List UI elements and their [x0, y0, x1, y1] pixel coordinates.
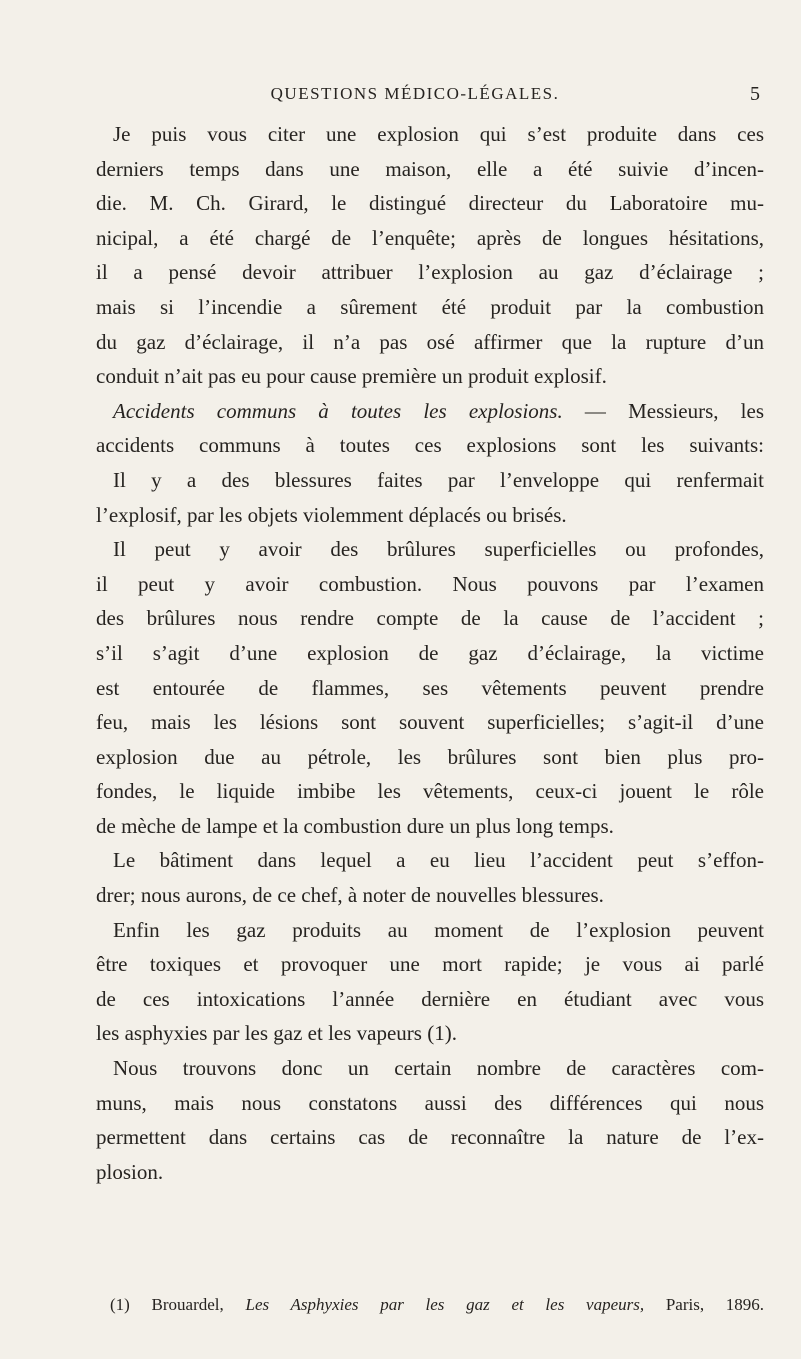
text-line: Enfin les gaz produits au moment de l’explosion peuvent	[113, 917, 764, 942]
text-line: feu, mais les lésions sont souvent superficielles; s’agit-il d’une	[96, 710, 764, 735]
text-line: Le bâtiment dans lequel a eu lieu l’accident peut s’effon-	[113, 848, 764, 873]
text-line: s’il s’agit d’une explosion de gaz d’éclairage, la victime	[96, 640, 764, 665]
text-line: être toxiques et provoquer une mort rapide; je vous ai parlé	[96, 952, 764, 977]
text-line: il peut y avoir combustion. Nous pouvons par l’examen	[96, 571, 764, 596]
text-line: accidents communs à toutes ces explosions sont les suivants:	[96, 433, 764, 458]
text-line: conduit n’ait pas eu pour cause première un produit explosif.	[96, 364, 607, 389]
text-line: derniers temps dans une maison, elle a été suivie d’incen-	[96, 156, 764, 181]
text-line: Je puis vous citer une explosion qui s’est produite dans ces	[113, 122, 764, 146]
text-line: fondes, le liquide imbibe les vêtements, ceux-ci jouent le rôle	[96, 779, 764, 804]
text-line: mais si l’incendie a sûrement été produit par la combustion	[96, 294, 764, 319]
text-line: nicipal, a été chargé de l’enquête; après de longues hésitations,	[96, 225, 764, 250]
running-title: QUESTIONS MÉDICO-LÉGALES.	[270, 84, 560, 103]
section-heading: Accidents communs à toutes les explosions.	[113, 398, 563, 423]
footnote	[110, 1293, 764, 1317]
text-line: Il y a des blessures faites par l’enveloppe qui renfermait	[113, 467, 764, 492]
section-heading-line	[96, 394, 764, 429]
footnote-rest: Paris, 1896.	[665, 1295, 765, 1314]
text-line: explosion due au pétrole, les brûlures sont bien plus pro-	[96, 744, 764, 769]
text-line: de ces intoxications l’année dernière en étudiant avec vous	[96, 986, 764, 1011]
footnote-marker: (1)	[110, 1295, 130, 1314]
text-line: de mèche de lampe et la combustion dure un plus long temps.	[96, 813, 614, 838]
text-line: muns, mais nous constatons aussi des différences qui nous	[96, 1090, 764, 1115]
text-line: l’explosif, par les objets violemment déplacés ou brisés.	[96, 502, 567, 527]
page-number: 5	[750, 83, 760, 105]
body-text	[96, 117, 764, 1189]
footnote-title: Les Asphyxies par les gaz et les vapeurs,	[245, 1295, 645, 1314]
text-line: die. M. Ch. Girard, le distingué directeur du Laboratoire mu-	[96, 191, 764, 216]
text-line: du gaz d’éclairage, il n’a pas osé affirmer que la rupture d’un	[96, 329, 764, 354]
page-header	[70, 82, 760, 106]
text-line: les asphyxies par les gaz et les vapeurs (1).	[96, 1021, 457, 1046]
text-line: Il peut y avoir des brûlures superficielles ou profondes,	[113, 537, 764, 562]
footnote-author: Brouardel,	[151, 1295, 224, 1314]
text-line: drer; nous aurons, de ce chef, à noter de nouvelles blessures.	[96, 883, 604, 908]
text-line: des brûlures nous rendre compte de la cause de l’accident ;	[96, 606, 764, 631]
text-line: Nous trouvons donc un certain nombre de caractères com-	[113, 1056, 764, 1081]
text-line: il a pensé devoir attribuer l’explosion au gaz d’éclairage ;	[96, 260, 764, 285]
text-line: permettent dans certains cas de reconnaître la nature de l’ex-	[96, 1125, 764, 1150]
section-heading-rest: — Messieurs, les	[562, 398, 764, 423]
text-line: est entourée de flammes, ses vêtements peuvent prendre	[96, 675, 764, 700]
text-line: plosion.	[96, 1159, 164, 1184]
